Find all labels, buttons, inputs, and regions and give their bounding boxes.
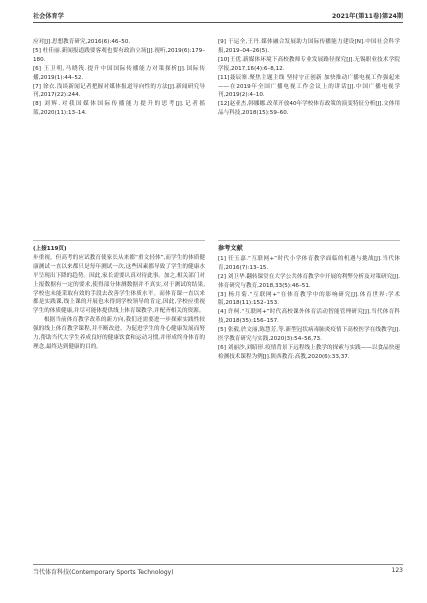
reference-item: [3] 杨月菊.“互联网+”在体育教学中的影响研究[J].体育世界:学术版,2018(11):152–153. bbox=[218, 291, 400, 307]
top-right-references bbox=[218, 38, 400, 118]
journal-section: 社会体育学 bbox=[33, 13, 64, 20]
reference-item: [6] 王卫明,马晓筏.提升中国国际传播能力对策探析[J].国际传播,2019(1):44–52. bbox=[33, 65, 205, 81]
reference-item: [5] 张毅,於文丽,陈慧芳,等.新型冠状病毒肺炎疫情下高校医学在线教学[J].医学教育研究与实践,2020(3):54–56,73. bbox=[218, 327, 400, 343]
reference-item: [8] 刘辉.对我国媒体国际传播能力提升的思考[J].记者摇篮,2020(11):13–14. bbox=[33, 101, 205, 117]
footer-rule bbox=[33, 564, 403, 565]
section-divider bbox=[33, 240, 205, 241]
header-rule bbox=[33, 22, 403, 23]
reference-item: [9] 于运全,王丹.媒体融合发展助力国际传播能力建设[N].中国社会科学报,2019–04–26(5). bbox=[218, 39, 400, 54]
reference-item: 应对[J].思想教育研究,2016(6):46–50. bbox=[33, 39, 131, 45]
top-left-references bbox=[33, 38, 205, 118]
reference-item: [4] 许柯.“互联网+”时代高校课外体育活动智能管理研究[J].当代体育科技,2018(35):156–157. bbox=[218, 309, 400, 325]
page-header bbox=[33, 9, 403, 23]
reference-item: [10]王优.新媒体环境下高校教师专业发展路径探究[J].无锡职业技术学院学报,2017,16(4):6–8,12. bbox=[218, 56, 400, 72]
reference-item: [12]赵亚杰,韩娜娜.改革开放40年学校体育政策的演变特征分析[J].文体用品与科技,2018(15):59–60. bbox=[218, 101, 400, 117]
article-body bbox=[33, 245, 205, 352]
references-heading: 参考文献 bbox=[218, 245, 243, 252]
reference-item: [5] 杜佳丽.新闻报道践要客观也要有政治立场[J].视听,2019(6):179–180. bbox=[33, 47, 205, 63]
section-divider bbox=[218, 240, 400, 241]
page-number: 123 bbox=[391, 567, 403, 574]
body-paragraph: 根据当前体育教学改革的新方向,我们还需要进一步探索实践性较强的线上体育教学课程,并不断改进。为促进学生的身心健康发展而努力,帮助当代大学生养成良好的健康饮食和运动习惯,并形成终身体育的理念,最终达到健康的目的。 bbox=[33, 317, 205, 350]
reference-item: [2] 刘卫华.翻转课堂在大学公共体育教学中开展的利弊分析及对策研究[J].体育研究与教育,2018,33(5):46–51. bbox=[218, 273, 400, 289]
references-section bbox=[218, 245, 400, 362]
reference-item: [7] 徐衣.浅谈新闻记者把握对媒体报道导向性的方法[J].新闻研究导刊,2017(22):244. bbox=[33, 83, 205, 99]
body-paragraph: 步重视。但高考的应试教育使家长从来都“重文轻体”,而学生的体质健康测试一直以来都只是每年测试一次,这些因素都导致了学生的健康水平呈现出下降的趋势。因此,家长需要认真对待此事。加之,相关部门对上报数据有一定的要求,使得部分体测数据并不真实,对于测试的结果,学校也未能采取有效的手段去改善学生体质水平。而体育课一直以来都是实践课,线上课的开展也未得到学校领导的肯定,因此,学校应重视学生的体质健康,并尽可能体提供线上体育课教学,并配齐相关的资源。 bbox=[33, 254, 205, 315]
issue-info: 2021年(第11卷)第24期 bbox=[331, 13, 403, 20]
reference-item: [1] 任玉嘉.“互联网+”时代小学体育教学面临的机遇与挑战[J].当代体育,2016(7):13–15. bbox=[218, 255, 400, 271]
reference-item: [6] 刘丽沙,刘昭形.疫情背景下远程线上教学的探索与实践——以食品快速检测技术课程为例[J].陕西教育:高教,2020(6):33,37. bbox=[218, 344, 400, 360]
journal-name: 当代体育科技(Contemporary Sports Technology) bbox=[33, 569, 174, 576]
continued-from-label: (上接119页) bbox=[33, 246, 67, 252]
reference-item: [11]聂辰寨.聚焦主题主线 坚持守正创新 加快推动广播电视工作强起来——在2019年全国广播电视工作会议上的讲话[J].中国广播电视学刊,2019(2):4–10. bbox=[218, 74, 400, 99]
